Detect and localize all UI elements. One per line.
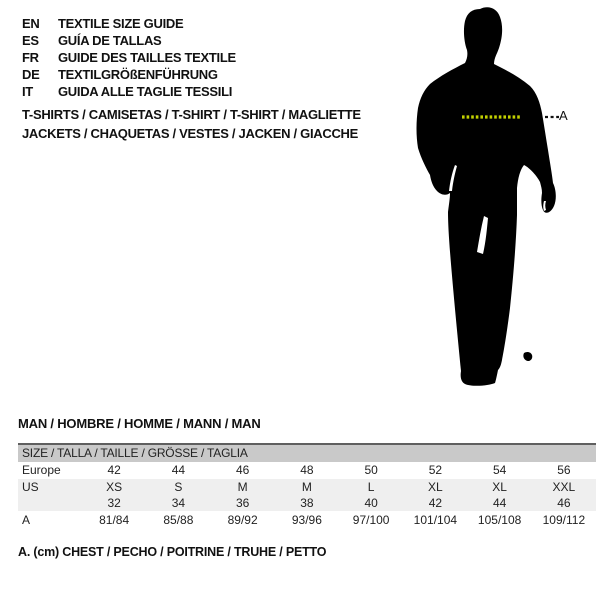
man-silhouette xyxy=(400,0,600,400)
table-cell: 85/88 xyxy=(163,513,194,527)
table-cell: 101/104 xyxy=(413,513,458,527)
language-row-it xyxy=(22,83,236,100)
measurement-a-label: A xyxy=(559,108,568,123)
table-cell: 42 xyxy=(428,496,443,510)
table-row-a-chest xyxy=(18,511,596,529)
man-silhouette-figure xyxy=(400,0,600,400)
table-cell: 42 xyxy=(107,463,121,477)
language-row-fr xyxy=(22,49,236,66)
table-cell: 89/92 xyxy=(227,513,258,527)
language-label: TEXTILE SIZE GUIDE xyxy=(58,16,184,31)
table-cell: 46 xyxy=(235,463,250,477)
table-cell: 56 xyxy=(557,463,571,477)
language-code: DE xyxy=(22,67,40,82)
table-cell: XS xyxy=(106,480,123,494)
table-cell: M xyxy=(237,480,248,494)
row-label: Europe xyxy=(22,463,61,477)
man-silhouette-shape xyxy=(417,7,556,386)
size-table xyxy=(18,443,596,529)
language-label: TEXTILGRÖßENFÜHRUNG xyxy=(58,67,218,82)
row-label xyxy=(18,495,82,511)
table-cell: 81/84 xyxy=(99,513,130,527)
row-label: US xyxy=(22,480,39,494)
table-cell: XXL xyxy=(552,480,576,494)
language-code: IT xyxy=(22,84,33,99)
table-row-us xyxy=(18,479,596,495)
language-label: GUIDA ALLE TAGLIE TESSILI xyxy=(58,84,233,99)
language-code: EN xyxy=(22,16,40,31)
table-cell: 36 xyxy=(235,496,250,510)
language-code: ES xyxy=(22,33,39,48)
size-table-header: SIZE / TALLA / TAILLE / GRÖSSE / TAGLIA xyxy=(18,445,596,462)
table-cell: 54 xyxy=(492,463,507,477)
language-row-en xyxy=(22,15,236,32)
table-row-us-numeric xyxy=(18,495,596,511)
language-code: FR xyxy=(22,50,39,65)
table-row-europe xyxy=(18,462,596,479)
table-cell: M xyxy=(301,480,312,494)
table-cell: L xyxy=(367,480,375,494)
measurement-footnote: A. (cm) CHEST / PECHO / POITRINE / TRUHE / PETTO xyxy=(18,545,327,559)
table-cell: 44 xyxy=(171,463,186,477)
table-cell: 93/96 xyxy=(291,513,322,527)
table-cell: 40 xyxy=(364,496,378,510)
category-line-jackets: JACKETS / CHAQUETAS / VESTES / JACKEN / GIACCHE xyxy=(22,126,358,141)
language-row-es xyxy=(22,32,236,49)
table-cell: 50 xyxy=(364,463,378,477)
table-cell: XL xyxy=(428,480,443,494)
section-title-man: MAN / HOMBRE / HOMME / MANN / MAN xyxy=(18,416,261,431)
table-cell: 46 xyxy=(557,496,571,510)
table-cell: 38 xyxy=(300,496,314,510)
category-line-tshirts: T-SHIRTS / CAMISETAS / T-SHIRT / T-SHIRT / MAGLIETTE xyxy=(22,107,361,122)
table-cell: 44 xyxy=(492,496,507,510)
table-cell: 109/112 xyxy=(542,513,586,527)
table-cell: 97/100 xyxy=(352,513,390,527)
table-cell: 52 xyxy=(428,463,443,477)
row-label: A xyxy=(22,513,31,527)
table-cell: 105/108 xyxy=(477,513,522,527)
language-row-de xyxy=(22,66,236,83)
table-cell: S xyxy=(174,480,183,494)
language-label: GUIDE DES TAILLES TEXTILE xyxy=(58,50,236,65)
table-cell: 32 xyxy=(107,496,121,510)
table-cell: 34 xyxy=(171,496,186,510)
garment-categories xyxy=(22,105,361,143)
table-cell: 48 xyxy=(300,463,314,477)
language-guide-list xyxy=(22,15,236,100)
table-cell: XL xyxy=(492,480,507,494)
language-label: GUÍA DE TALLAS xyxy=(58,33,162,48)
